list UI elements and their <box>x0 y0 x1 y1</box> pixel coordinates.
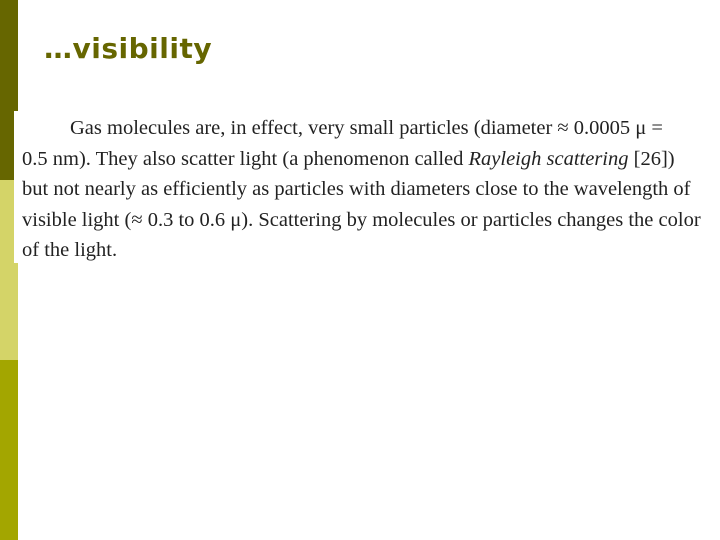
slide-title: …visibility <box>44 32 213 65</box>
excerpt-line-5: of the light. <box>22 239 118 261</box>
accent-bar-bottom <box>0 360 18 540</box>
excerpt-line-4: visible light (≈ 0.3 to 0.6 μ). Scattering by molecules or particles changes the color <box>22 208 701 231</box>
excerpt-line-2-end: [26]) <box>628 147 675 170</box>
excerpt-line-1: Gas molecules are, in effect, very small particles (diameter ≈ 0.0005 μ = <box>70 117 663 139</box>
scanned-excerpt <box>14 111 700 263</box>
excerpt-paragraph <box>22 113 702 266</box>
excerpt-line-2-start: 0.5 nm). They also scatter light (a phenomenon called <box>22 147 469 170</box>
excerpt-line-2 <box>22 144 702 175</box>
left-accent-bar <box>0 0 18 540</box>
excerpt-line-3: but not nearly as efficiently as particles with diameters close to the wavelength of <box>22 178 691 200</box>
excerpt-term-rayleigh: Rayleigh scattering <box>468 147 629 170</box>
